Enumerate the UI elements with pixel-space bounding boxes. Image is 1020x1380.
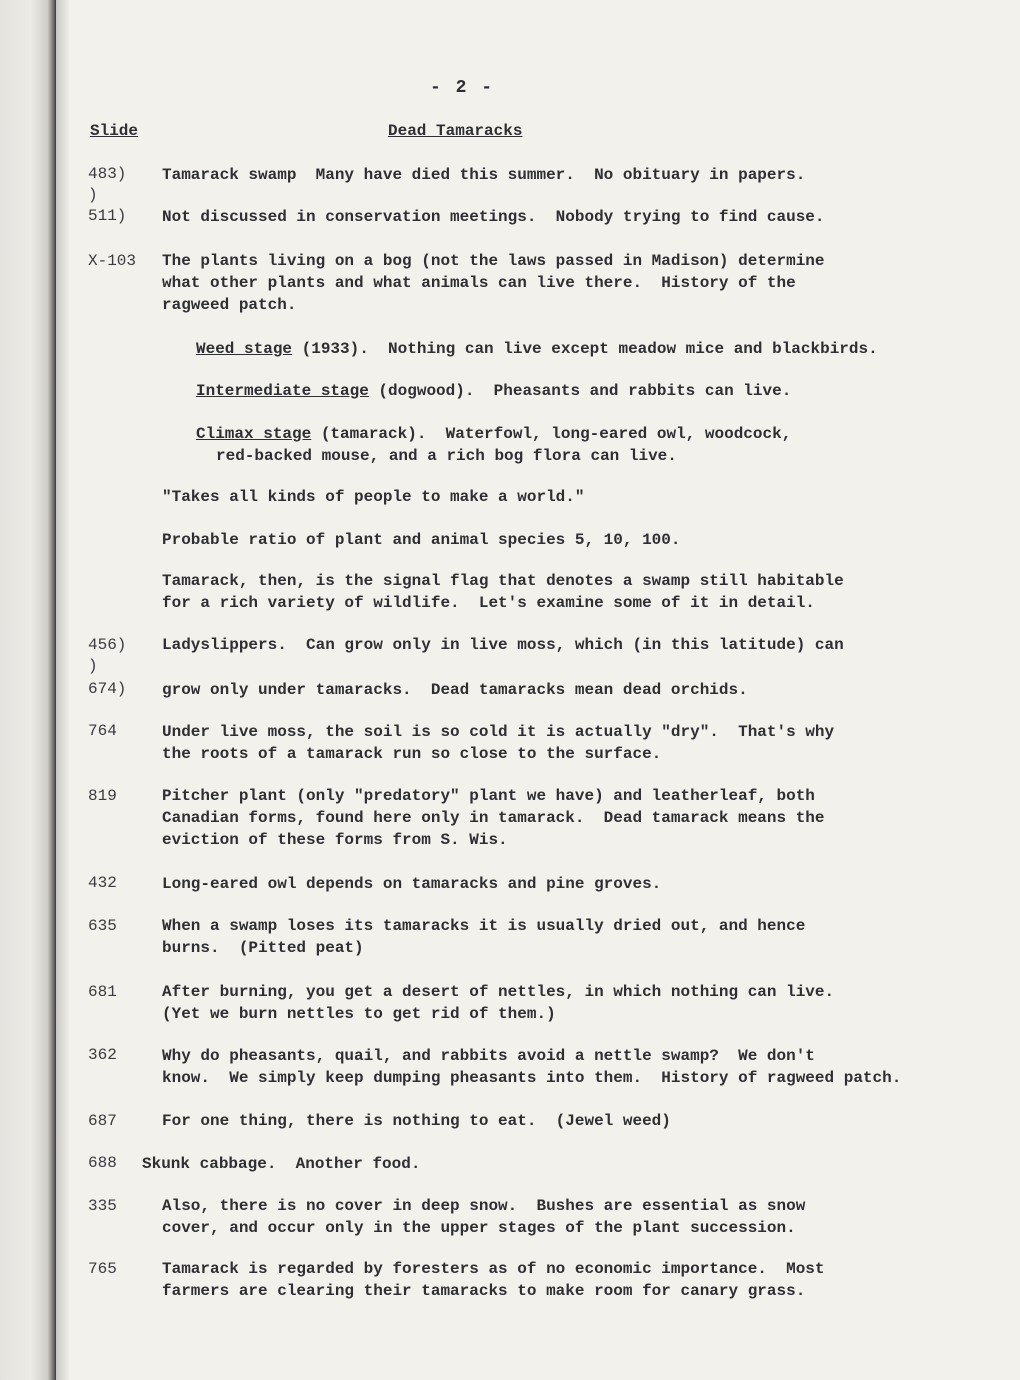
stage-line: [196, 423, 1016, 445]
entry-line: Not discussed in conservation meetings. Nobody trying to find cause.: [162, 208, 825, 226]
slide-range-bracket: ): [88, 186, 98, 204]
entry-line: farmers are clearing their tamaracks to make room for canary grass.: [162, 1282, 806, 1300]
slide-range-bracket: ): [88, 657, 98, 675]
ratio-paragraph: Probable ratio of plant and animal species 5, 10, 100.: [162, 531, 681, 549]
summary-line: for a rich variety of wildlife. Let's examine some of it in detail.: [162, 594, 815, 612]
entry-line: After burning, you get a desert of nettles, in which nothing can live.: [162, 983, 835, 1001]
entry-line: what other plants and what animals can live there. History of the: [162, 274, 796, 292]
slide-number: 511): [88, 207, 127, 225]
stage-line: [196, 338, 1016, 360]
stage-name: Climax stage: [196, 425, 312, 443]
entry-line: Skunk cabbage. Another food.: [142, 1155, 421, 1173]
slide-number: 362: [88, 1046, 117, 1064]
entry-line: Under live moss, the soil is so cold it is actually "dry". That's why: [162, 723, 835, 741]
entry-line: Ladyslippers. Can grow only in live moss, which (in this latitude) can: [162, 636, 844, 654]
entry-line: Pitcher plant (only "predatory" plant we have) and leatherleaf, both: [162, 787, 815, 805]
entry-line: (Yet we burn nettles to get rid of them.): [162, 1005, 556, 1023]
entry-line: For one thing, there is nothing to eat. (Jewel weed): [162, 1112, 671, 1130]
document-title: Dead Tamaracks: [388, 122, 523, 140]
quote-paragraph: "Takes all kinds of people to make a world.": [162, 488, 585, 506]
slide-number: 635: [88, 917, 117, 935]
entry-line: Tamarack swamp Many have died this summer. No obituary in papers.: [162, 166, 806, 184]
stage-line: [196, 380, 1016, 402]
entry-line: know. We simply keep dumping pheasants into them. History of ragweed patch.: [162, 1069, 902, 1087]
slide-number: 819: [88, 787, 117, 805]
slide-column-header: Slide: [90, 122, 139, 140]
slide-number: 688: [88, 1154, 117, 1172]
slide-number: 335: [88, 1197, 117, 1215]
stage-continuation: red-backed mouse, and a rich bog flora can live.: [216, 447, 677, 465]
summary-line: Tamarack, then, is the signal flag that denotes a swamp still habitable: [162, 572, 844, 590]
slide-number: 456): [88, 636, 127, 654]
stage-description: (1933). Nothing can live except meadow mice and blackbirds.: [292, 340, 878, 358]
stage-name: Weed stage: [196, 340, 293, 358]
stage-name: Intermediate stage: [196, 382, 369, 400]
slide-number: 687: [88, 1112, 117, 1130]
entry-line: the roots of a tamarack run so close to the surface.: [162, 745, 662, 763]
slide-number: 681: [88, 983, 117, 1001]
entry-line: Why do pheasants, quail, and rabbits avoid a nettle swamp? We don't: [162, 1047, 815, 1065]
stage-description: (tamarack). Waterfowl, long-eared owl, woodcock,: [311, 425, 792, 443]
entry-line: cover, and occur only in the upper stages of the plant succession.: [162, 1219, 796, 1237]
entry-line: When a swamp loses its tamaracks it is usually dried out, and hence: [162, 917, 806, 935]
slide-number: X-103: [88, 252, 137, 270]
slide-number: 674): [88, 680, 127, 698]
entry-line: The plants living on a bog (not the laws passed in Madison) determine: [162, 252, 825, 270]
slide-number: 764: [88, 722, 117, 740]
slide-number: 483): [88, 165, 127, 183]
entry-line: grow only under tamaracks. Dead tamaracks mean dead orchids.: [162, 681, 748, 699]
entry-line: burns. (Pitted peat): [162, 939, 364, 957]
stage-description: (dogwood). Pheasants and rabbits can live.: [368, 382, 792, 400]
entry-line: eviction of these forms from S. Wis.: [162, 831, 508, 849]
entry-line: Tamarack is regarded by foresters as of no economic importance. Most: [162, 1260, 825, 1278]
slide-number: 765: [88, 1260, 117, 1278]
entry-line: Long-eared owl depends on tamaracks and pine groves.: [162, 875, 662, 893]
page-number: - 2 -: [430, 78, 495, 98]
entry-line: ragweed patch.: [162, 296, 297, 314]
entry-line: Canadian forms, found here only in tamarack. Dead tamarack means the: [162, 809, 825, 827]
slide-number: 432: [88, 874, 117, 892]
entry-line: Also, there is no cover in deep snow. Bushes are essential as snow: [162, 1197, 806, 1215]
